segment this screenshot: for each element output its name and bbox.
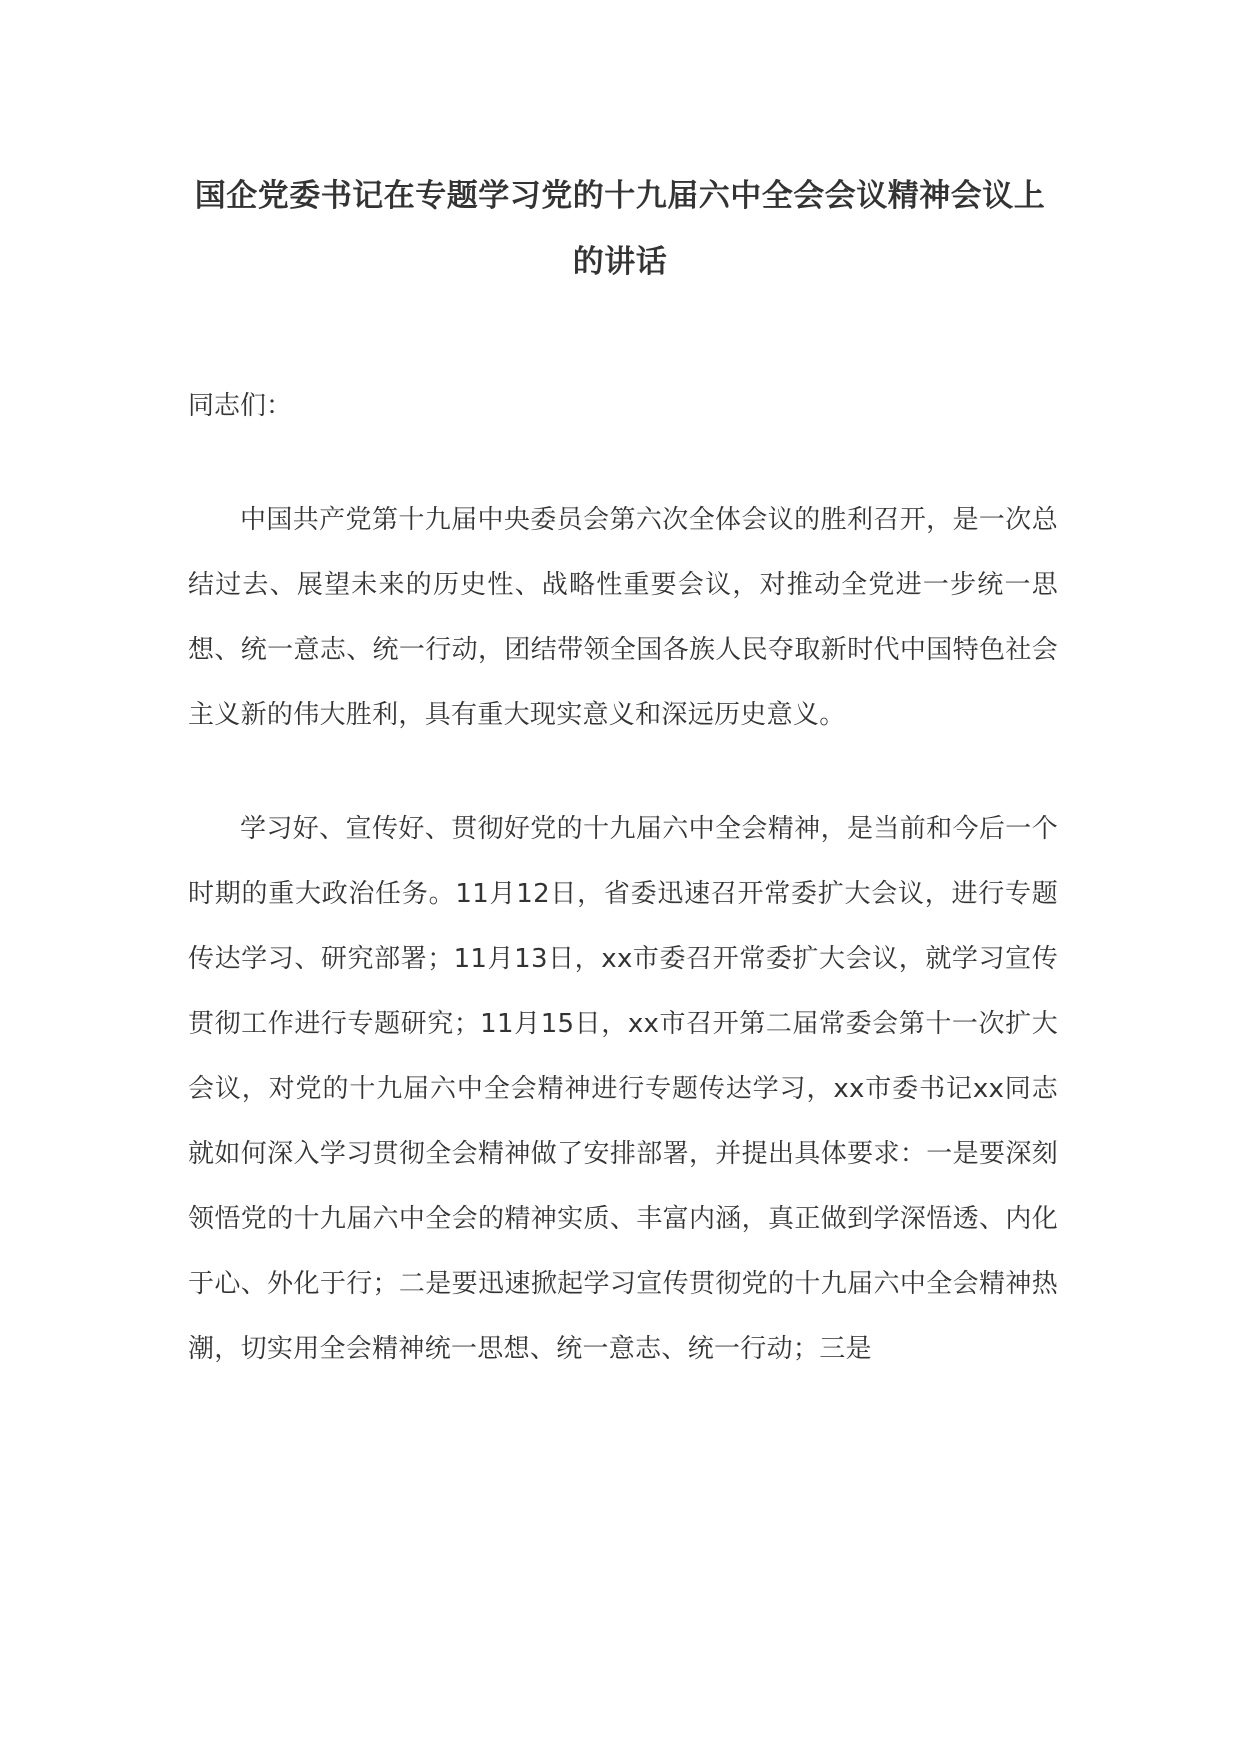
document-title: 国企党委书记在专题学习党的十九届六中全会会议精神会议上的讲话 xyxy=(194,178,1046,280)
document-body xyxy=(188,374,1058,1382)
paragraph-1: 中国共产党第十九届中央委员会第六次全体会议的胜利召开，是一次总结过去、展望未来的历史性、战略性重要会议，对推动全党进一步统一思想、统一意志、统一行动，团结带领全国各族人民夺取新时代中国特色社会主义新的伟大胜利，具有重大现实意义和深远历史意义。 xyxy=(188,505,1058,730)
spacer xyxy=(188,439,1058,488)
spacer xyxy=(188,748,1058,797)
salutation: 同志们： xyxy=(188,391,293,421)
paragraph-2: 学习好、宣传好、贯彻好党的十九届六中全会精神，是当前和今后一个时期的重大政治任务。11月12日，省委迅速召开常委扩大会议，进行专题传达学习、研究部署；11月13日，xx市委召开常委扩大会议，就学习宣传贯彻工作进行专题研究；11月15日，xx市召开第二届常委会第十一次扩大会议，对党的十九届六中全会精神进行专题传达学习，xx市委书记xx同志就如何深入学习贯彻全会精神做了安排部署，并提出具体要求：一是要深刻领悟党的十九届六中全会的精神实质、丰富内涵，真正做到学深悟透、内化于心、外化于行；二是要迅速掀起学习宣传贯彻党的十九届六中全会精神热潮，切实用全会精神统一思想、统一意志、统一行动；三是 xyxy=(188,814,1058,1364)
